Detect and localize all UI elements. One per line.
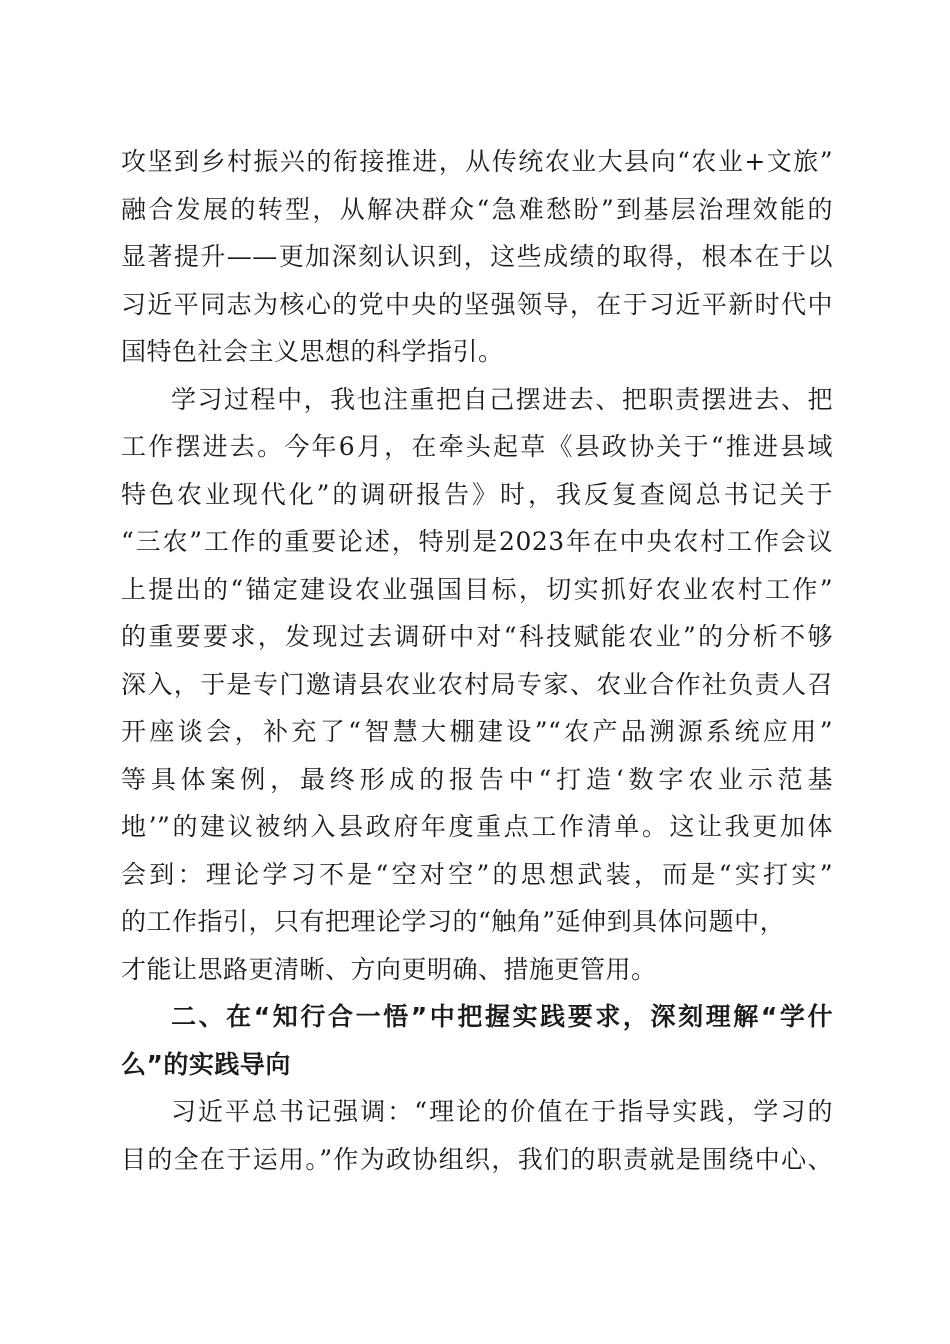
document-body bbox=[121, 138, 833, 1183]
section-heading-line: 么”的实践导向 bbox=[121, 1049, 291, 1079]
paragraph-line: “三农”工作的重要论述，特别是2023年在中央农村工作会议 bbox=[121, 527, 833, 556]
paragraph-line: 开座谈会，补充了“智慧大棚建设”“农产品溯源系统应用” bbox=[121, 717, 833, 746]
paragraph-line: 特色农业现代化”的调研报告》时，我反复查阅总书记关于 bbox=[121, 479, 833, 509]
paragraph-line: 习近平总书记强调：“理论的价值在于指导实践，学习的 bbox=[171, 1097, 833, 1126]
paragraph-line: 的工作指引，只有把理论学习的“触角”延伸到具体问题中， bbox=[121, 907, 786, 936]
paragraph-line: 目的全在于运用。”作为政协组织，我们的职责就是围绕中心、 bbox=[121, 1144, 833, 1174]
paragraph-line: 会到：理论学习不是“空对空”的思想武装，而是“实打实” bbox=[121, 859, 833, 889]
paragraph-line: 的重要要求，发现过去调研中对“科技赋能农业”的分析不够 bbox=[121, 622, 833, 651]
paragraph-line: 融合发展的转型，从解决群众“急难愁盼”到基层治理效能的 bbox=[121, 194, 833, 224]
section-heading-line: 二、在“知行合一悟”中把握实践要求，深刻理解“学什 bbox=[171, 1002, 833, 1031]
paragraph-line: 工作摆进去。今年6月，在牵头起草《县政协关于“推进县域 bbox=[121, 432, 833, 461]
paragraph-line: 国特色社会主义思想的科学指引。 bbox=[121, 337, 504, 366]
paragraph-line: 上提出的“锚定建设农业强国目标，切实抓好农业农村工作” bbox=[121, 574, 833, 604]
paragraph-line: 学习过程中，我也注重把自己摆进去、把职责摆进去、把 bbox=[171, 384, 833, 414]
paragraph-line: 深入，于是专门邀请县农业农村局专家、农业合作社负责人召 bbox=[121, 669, 833, 699]
paragraph-line: 地’”的建议被纳入县政府年度重点工作清单。这让我更加体 bbox=[121, 812, 833, 841]
paragraph-line: 等具体案例，最终形成的报告中“打造‘数字农业示范基 bbox=[121, 764, 833, 794]
paragraph-line: 才能让思路更清晰、方向更明确、措施更管用。 bbox=[121, 954, 657, 984]
paragraph-line: 显著提升——更加深刻认识到，这些成绩的取得，根本在于以 bbox=[121, 242, 833, 271]
paragraph-line: 攻坚到乡村振兴的衔接推进，从传统农业大县向“农业+文旅” bbox=[121, 147, 833, 176]
paragraph-line: 习近平同志为核心的党中央的坚强领导，在于习近平新时代中 bbox=[121, 289, 833, 319]
